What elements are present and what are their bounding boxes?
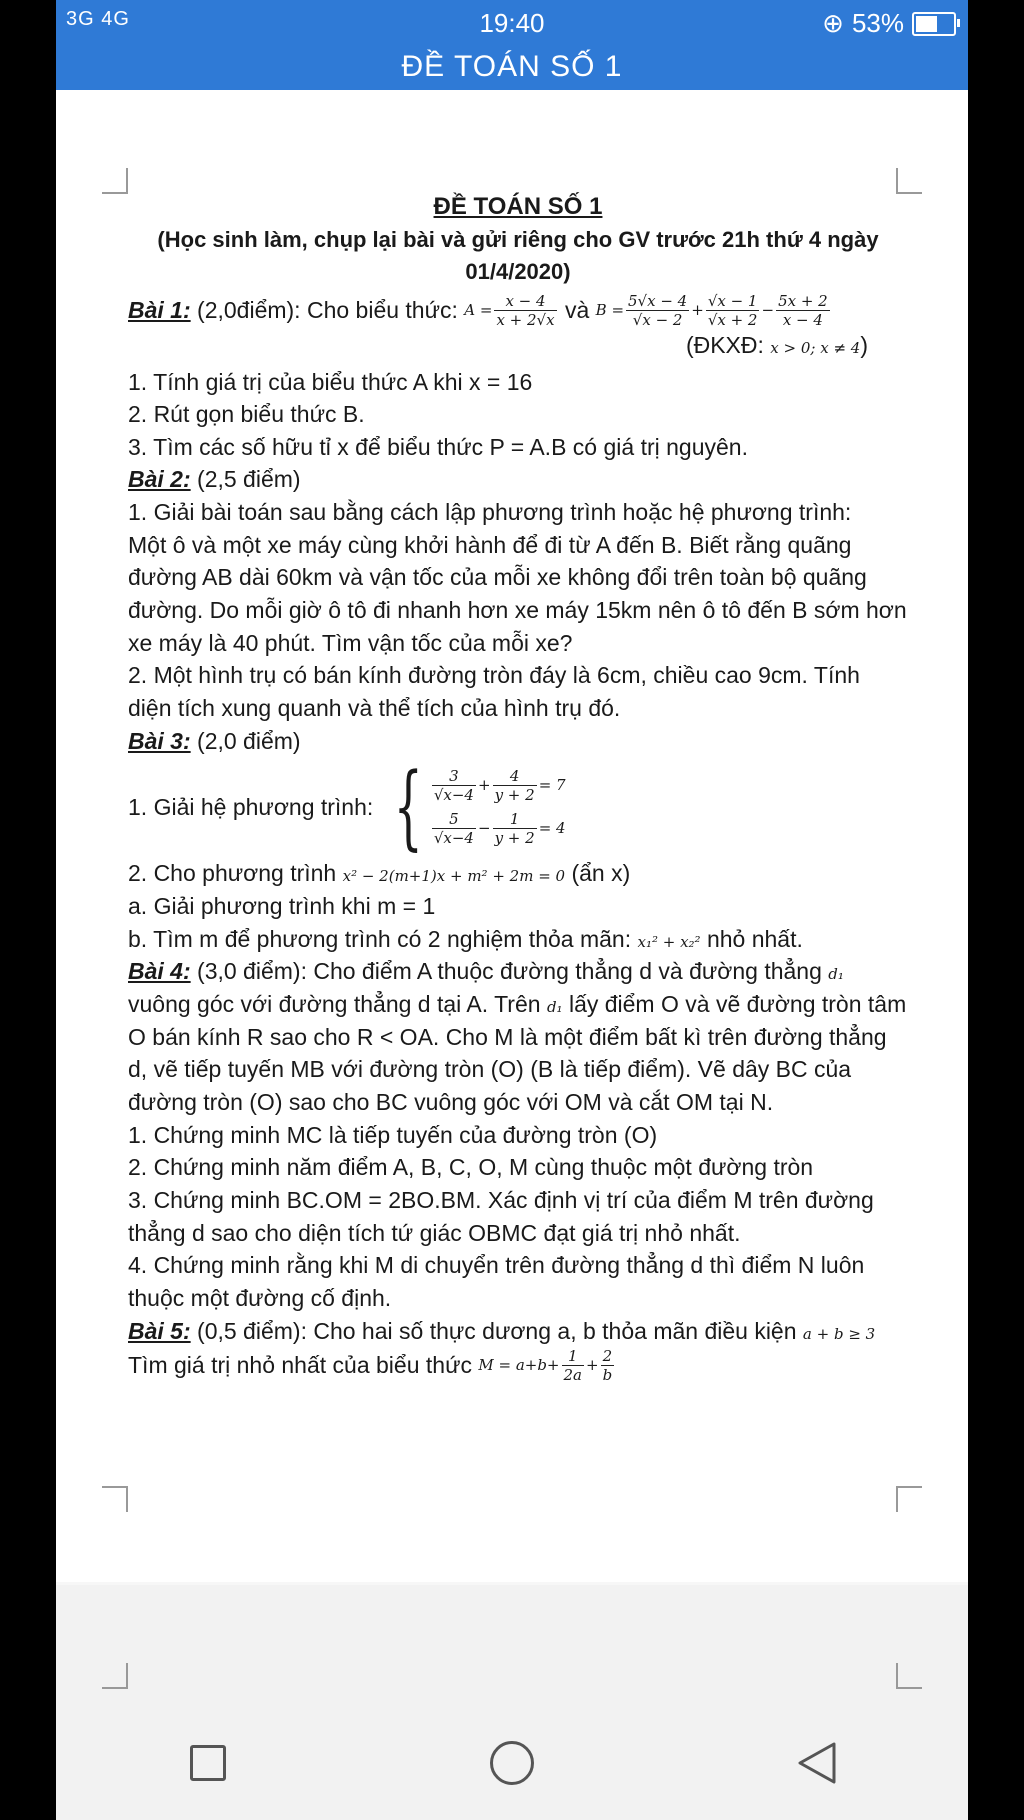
expr-b-term1: $\frac{5√x - 4}{√x - 2}$ xyxy=(628,291,688,329)
equation-system: { $\frac{3}{√x-4}$ + $\frac{4}{y + 2}$ = 7 $\frac{5}{√x-4}$ − $\frac{1}{y + 2}$ = 4 xyxy=(393,753,566,861)
bai1-q1: 1. Tính giá trị của biểu thức A khi x = 16 xyxy=(128,368,533,395)
bai5-q: Tìm giá trị nhỏ nhất của biểu thức M = a+b+ $\frac{1}{2a}$ + $\frac{2}{b}$ xyxy=(128,1347,613,1385)
bai2-q2: 2. Một hình trụ có bán kính đường tròn đáy là 6cm, chiều cao 9cm. Tính diện tích xung quanh và thể tích của hình trụ đó. xyxy=(128,662,860,722)
bai2-q1: 1. Giải bài toán sau bằng cách lập phương trình hoặc hệ phương trình: xyxy=(128,499,852,526)
bai1-points: (2,0điểm): Cho biểu thức: xyxy=(190,297,465,324)
bai4-q3: 3. Chứng minh BC.OM = 2BO.BM. Xác định vị trí của điểm M trên đường thẳng d sao cho diện tích tứ giác OBMC đạt giá trị nhỏ nhất. xyxy=(128,1186,874,1246)
back-button[interactable] xyxy=(776,1723,856,1803)
crop-mark xyxy=(102,1663,128,1689)
crop-mark xyxy=(896,1663,922,1689)
crop-mark xyxy=(102,168,128,194)
status-right xyxy=(822,8,956,39)
app-title: ĐỀ TOÁN SỐ 1 xyxy=(401,50,623,83)
bai2-header: Bài 2: (2,5 điểm) xyxy=(128,466,301,493)
bai3-qb: b. Tìm m để phương trình có 2 nghiệm thỏa mãn: x₁² + x₂² nhỏ nhất. xyxy=(128,925,803,952)
doc-subtitle: (Học sinh làm, chụp lại bài và gửi riêng cho GV trước 21h thứ 4 ngày 01/4/2020) xyxy=(157,227,879,284)
home-button[interactable] xyxy=(472,1723,552,1803)
system-eq-2: $\frac{5}{√x-4}$ − $\frac{1}{y + 2}$ = 4 xyxy=(433,810,566,848)
signal-icon: 3G 4G xyxy=(66,8,130,30)
bai3-q1: 1. Giải hệ phương trình: { $\frac{3}{√x-4}$ + $\frac{4}{y + 2}$ = 7 $\frac{5}{√x-4}$ − $\frac{1}{y + 2}$ = 4 xyxy=(128,753,566,861)
crop-mark xyxy=(896,1486,922,1512)
minus-sign: − xyxy=(761,300,775,319)
bai4-q4: 4. Chứng minh rằng khi M di chuyển trên đường thẳng d thì điểm N luôn thuộc một đường cố định. xyxy=(128,1252,865,1311)
next-page-area xyxy=(56,1585,968,1820)
nav-bar xyxy=(56,1705,968,1820)
bai1-header xyxy=(128,292,908,329)
crop-mark xyxy=(102,1486,128,1512)
bai1-q3: 3. Tìm các số hữu tỉ x để biểu thức P = A.B có giá trị nguyên. xyxy=(128,433,748,460)
expr-b-term3: $\frac{5x + 2}{x - 4}$ xyxy=(778,291,828,329)
expr-b-term2: $\frac{√x - 1}{√x + 2}$ xyxy=(707,291,758,329)
bai3-header: Bài 3: (2,0 điểm) xyxy=(128,727,301,754)
lock-rotation-icon: ⊕ xyxy=(822,8,844,38)
bai1-label: Bài 1: xyxy=(128,297,191,324)
battery-percent: 53% xyxy=(851,8,904,38)
expr-a: $\frac{x - 4}{x + 2√x}$ xyxy=(496,291,555,329)
bai4-q2: 2. Chứng minh năm điểm A, B, C, O, M cùng thuộc một đường tròn xyxy=(128,1154,814,1181)
battery-icon xyxy=(912,12,956,36)
top-bar xyxy=(56,0,968,90)
bai3-q2: 2. Cho phương trình x² − 2(m+1)x + m² + 2m = 0 (ẩn x) xyxy=(128,860,631,887)
bai5-text: Bài 5: (0,5 điểm): Cho hai số thực dương a, b thỏa mãn điều kiện a + b ≥ 3 xyxy=(128,1317,876,1344)
bai3-qa: a. Giải phương trình khi m = 1 xyxy=(128,893,436,920)
recents-button[interactable] xyxy=(168,1723,248,1803)
doc-title: ĐỀ TOÁN SỐ 1 xyxy=(433,193,603,220)
bai4-text: Bài 4: (3,0 điểm): Cho điểm A thuộc đường thẳng d và đường thẳng d₁ vuông góc với đường thẳng d tại A. Trên d₁ lấy điểm O và vẽ đường tròn tâm O bán kính R sao cho R < OA. Cho M là một điểm bất kì trên đường thẳng d, vẽ tiếp tuyến MB với đường tròn (O) (B là tiếp điểm). Vẽ dây BC của đường tròn (O) sao cho BC vuông góc với OM và cắt OM tại N. xyxy=(128,958,907,1115)
bai1-q2: 2. Rút gọn biểu thức B. xyxy=(128,401,365,428)
status-bar xyxy=(56,6,968,42)
bai2-text: Một ô và một xe máy cùng khởi hành để đi từ A đến B. Biết rằng quãng đường AB dài 60km và vận tốc của mỗi xe không đổi trên toàn bộ quãng đường. Do mỗi giờ ô tô đi nhanh hơn xe máy 15km nên ô tô đến B sớm hơn xe máy là 40 phút. Tìm vận tốc của mỗi xe? xyxy=(128,531,907,656)
expr-b-lhs: B = xyxy=(595,300,625,319)
system-eq-1: $\frac{3}{√x-4}$ + $\frac{4}{y + 2}$ = 7 xyxy=(433,767,566,805)
and-text: và xyxy=(558,297,596,324)
expr-a-lhs: A = xyxy=(464,300,493,319)
plus-sign: + xyxy=(691,300,704,319)
square-icon xyxy=(190,1745,226,1781)
phone-screen xyxy=(56,0,968,1820)
document-content xyxy=(128,190,908,1384)
clock: 19:40 xyxy=(479,8,545,38)
bai4-q1: 1. Chứng minh MC là tiếp tuyến của đường tròn (O) xyxy=(128,1121,658,1148)
bai1-dkxd: (ĐKXĐ: x > 0; x ≠ 4) xyxy=(685,331,868,358)
back-triangle-icon xyxy=(794,1740,838,1786)
document-page[interactable] xyxy=(56,90,968,1582)
circle-icon xyxy=(490,1741,534,1785)
